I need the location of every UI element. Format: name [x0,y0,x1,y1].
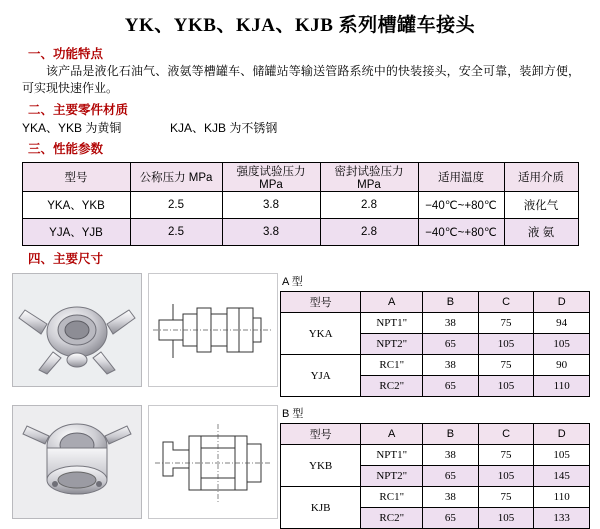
material-line [22,119,600,136]
perf-r0-c3: 2.8 [320,192,418,219]
performance-table [22,162,579,246]
section-heading-features: 一、功能特点 [28,47,104,61]
dim-a-r2-c4: 90 [534,355,590,376]
dim-b-r1-c1: NPT2" [361,466,423,487]
images-col-a [0,273,280,387]
table-row [281,445,590,466]
dim-b-r0-c3: 75 [478,445,534,466]
dim-b-col-3: C [478,424,534,445]
dim-a-r1-c1: NPT2" [361,334,423,355]
dim-b-r2-c3: 75 [478,487,534,508]
photo-coupling-a [12,273,142,387]
perf-r1-c0: YJA、YJB [22,219,130,246]
perf-r1-c4: −40℃~+80℃ [418,219,504,246]
features-paragraph-text: 该产品是液化石油气、液氨等槽罐车、储罐站等输送管路系统中的快装接头，安全可靠，装卸方便，可实现快速作业。 [22,64,580,95]
table-row [281,487,590,508]
perf-col-2: 强度试验压力 MPa [222,163,320,192]
dim-a-col-2: B [423,292,479,313]
features-paragraph [22,63,580,97]
dim-b-r0-c4: 105 [534,445,590,466]
perf-r0-c2: 3.8 [222,192,320,219]
dim-a-model-1: YJA [281,355,361,397]
dim-b-model-1: KJB [281,487,361,529]
dim-a-r1-c3: 105 [478,334,534,355]
dim-b-r3-c3: 105 [478,508,534,529]
material-left: YKA、YKB 为黄铜 [22,121,122,135]
dim-b-r2-c4: 110 [534,487,590,508]
photo-pair-b [12,405,280,519]
dim-b-r0-c2: 38 [423,445,479,466]
perf-r1-c3: 2.8 [320,219,418,246]
dim-a-r3-c4: 110 [534,376,590,397]
page-title: YK、YKB、KJA、KJB 系列槽罐车接头 [124,15,476,36]
dim-a-r2-c1: RC1" [361,355,423,376]
dim-table-caption-a: A 型 [282,276,303,288]
dim-a-r3-c2: 65 [423,376,479,397]
dim-b-model-0: YKB [281,445,361,487]
dimension-table-b [280,423,590,529]
dimension-table-a [280,291,590,397]
dim-b-r2-c1: RC1" [361,487,423,508]
dim-a-col-0: 型号 [281,292,361,313]
table-row [22,219,578,246]
dim-a-header-row [281,292,590,313]
drawing-coupling-a-art [149,274,277,386]
dim-b-r3-c4: 133 [534,508,590,529]
dim-a-r2-c2: 38 [423,355,479,376]
drawing-coupling-b [148,405,278,519]
dim-a-col-4: D [534,292,590,313]
dimensions-row-a [0,273,600,397]
dim-b-r3-c2: 65 [423,508,479,529]
dim-a-r3-c1: RC2" [361,376,423,397]
dim-b-r2-c2: 38 [423,487,479,508]
dim-b-r1-c4: 145 [534,466,590,487]
photo-coupling-b-art [13,406,141,518]
dim-a-r1-c2: 65 [423,334,479,355]
dim-a-r1-c4: 105 [534,334,590,355]
photo-pair-a [12,273,280,387]
section-heading-performance: 三、性能参数 [28,142,104,156]
perf-col-3: 密封试验压力 MPa [320,163,418,192]
dim-a-col-3: C [478,292,534,313]
dim-b-col-4: D [534,424,590,445]
perf-col-5: 适用介质 [504,163,578,192]
dim-b-col-0: 型号 [281,424,361,445]
dim-b-r0-c1: NPT1" [361,445,423,466]
dimension-table-col-a [280,273,600,397]
table-row [281,355,590,376]
photo-coupling-b [12,405,142,519]
material-right: KJA、KJB 为不锈钢 [170,121,278,135]
dim-b-col-1: A [361,424,423,445]
perf-r1-c1: 2.5 [130,219,222,246]
perf-r1-c2: 3.8 [222,219,320,246]
dim-a-r3-c3: 105 [478,376,534,397]
images-col-b [0,405,280,519]
perf-r0-c4: −40℃~+80℃ [418,192,504,219]
perf-col-1: 公称压力 MPa [130,163,222,192]
perf-col-0: 型号 [22,163,130,192]
perf-col-4: 适用温度 [418,163,504,192]
dim-a-r2-c3: 75 [478,355,534,376]
perf-r1-c5: 液 氨 [504,219,578,246]
dim-a-col-1: A [361,292,423,313]
table-row [22,192,578,219]
photo-coupling-a-art [13,274,141,386]
dim-a-model-0: YKA [281,313,361,355]
perf-r0-c5: 液化气 [504,192,578,219]
dim-a-r0-c1: NPT1" [361,313,423,334]
perf-r0-c0: YKA、YKB [22,192,130,219]
dim-a-r0-c2: 38 [423,313,479,334]
dim-b-header-row [281,424,590,445]
performance-table-header-row [22,163,578,192]
dim-a-r0-c4: 94 [534,313,590,334]
dimensions-row-b [0,405,600,529]
dim-b-r1-c3: 105 [478,466,534,487]
drawing-coupling-b-art [149,406,277,518]
dimensions-section [0,273,600,529]
drawing-coupling-a [148,273,278,387]
table-row [281,313,590,334]
dim-b-col-2: B [423,424,479,445]
section-heading-dimensions: 四、主要尺寸 [28,252,104,266]
dimension-table-col-b [280,405,600,529]
dimensions-gap [0,397,600,405]
dim-b-r1-c2: 65 [423,466,479,487]
dim-a-r0-c3: 75 [478,313,534,334]
dim-b-r3-c1: RC2" [361,508,423,529]
dim-table-caption-b: B 型 [282,408,304,420]
perf-r0-c1: 2.5 [130,192,222,219]
section-heading-material: 二、主要零件材质 [28,103,129,117]
